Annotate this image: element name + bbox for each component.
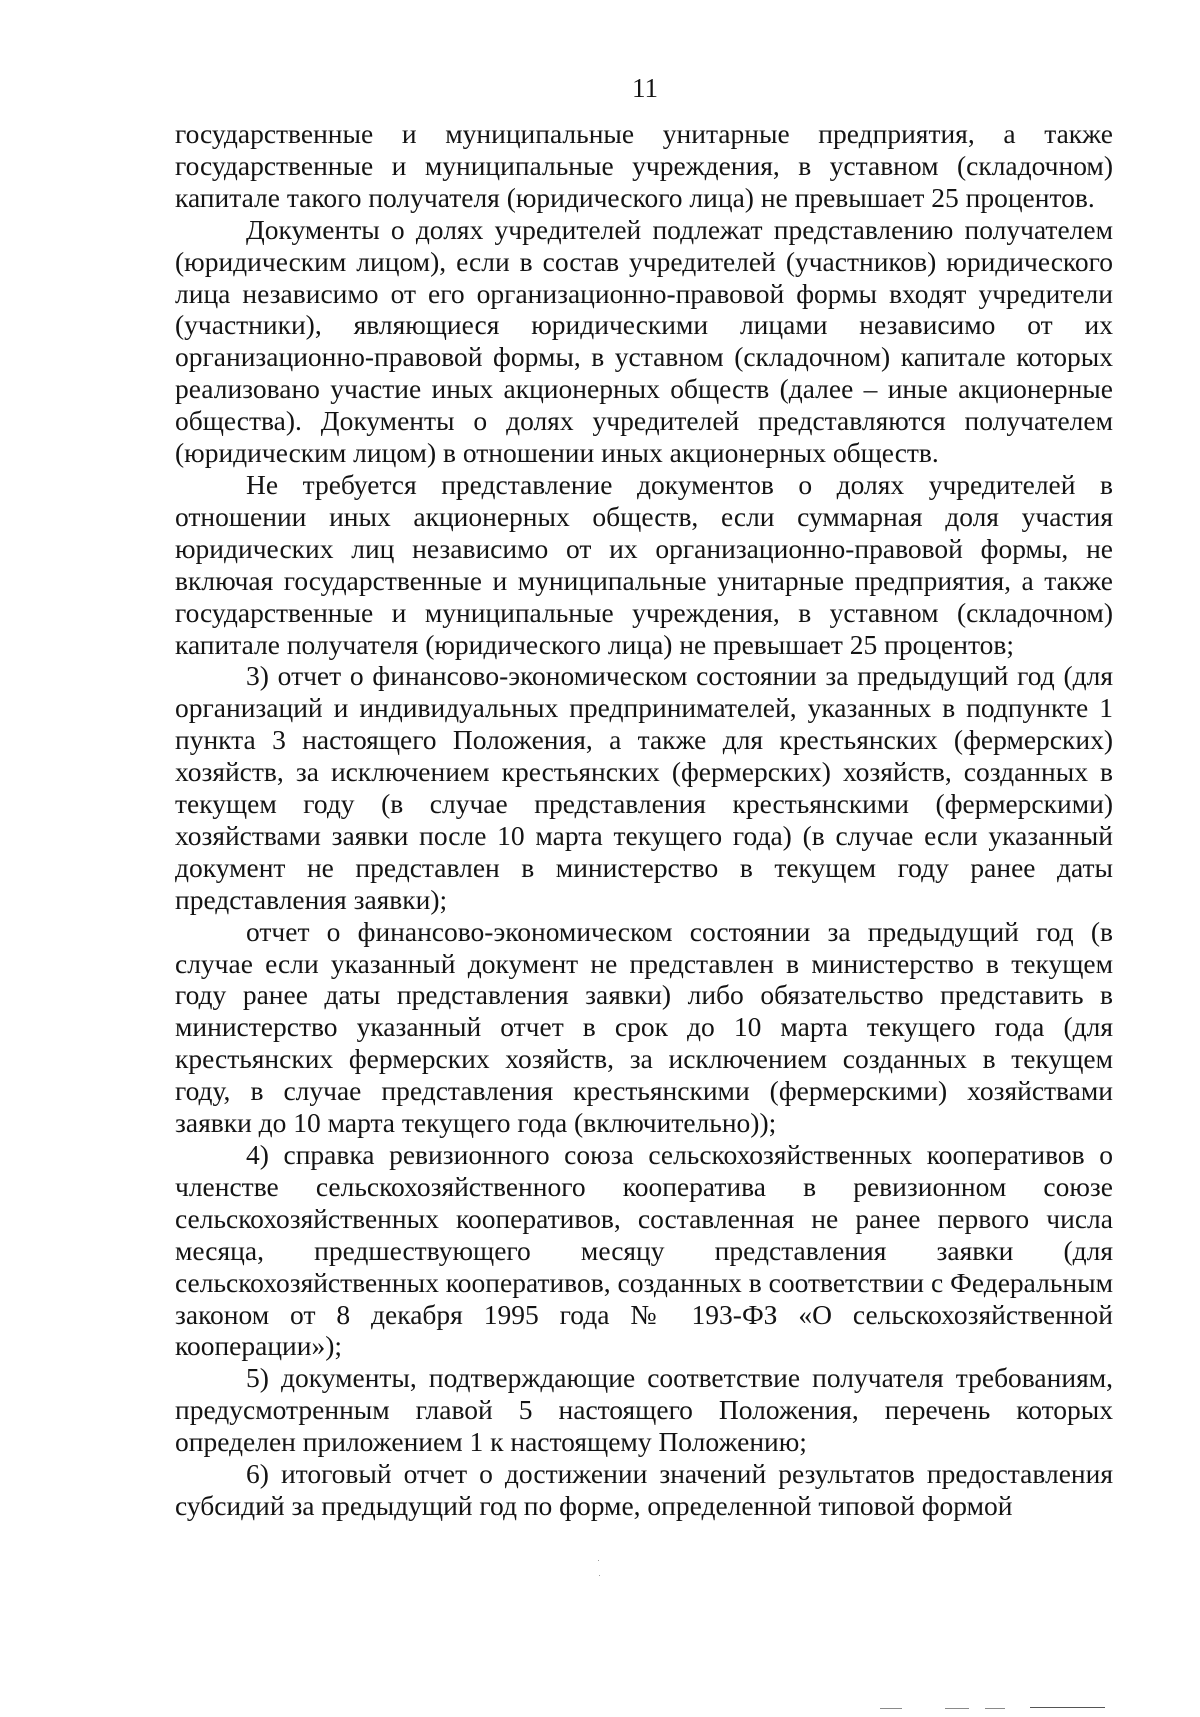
paragraph-item-4: 4) справка ревизионного союза сельскохозяйственных кооперативов о членстве сельскохозяйственного кооператива в ревизионном союзе сельскохозяйственных кооперативов, составленная не ранее первого числа месяца, предшествующего месяцу представления заявки (для сельскохозяйственных кооперативов, созданных в соответствии с Федеральным законом от 8 декабря 1995 года № 193-ФЗ «О сельскохозяйственной кооперации»); <box>175 1139 1113 1362</box>
paragraph-item-3-report: отчет о финансово-экономическом состоянии за предыдущий год (в случае если указанный документ не представлен в министерство в текущем году ранее даты представления заявки) либо обязательство представить в министерство указанный отчет в срок до 10 марта текущего года (для крестьянских фермерских хозяйств, за исключением созданных в текущем году, в случае представления крестьянскими (фермерскими) хозяйствами заявки до 10 марта текущего года (включительно)); <box>175 915 1113 1139</box>
paragraph-item-6: 6) итоговый отчет о достижении значений результатов предоставления субсидий за предыдущий год по форме, определенной типовой формой <box>175 1458 1113 1521</box>
scan-artifact <box>598 1560 599 1561</box>
scan-artifact <box>1030 1707 1105 1708</box>
paragraph-item-3: 3) отчет о финансово-экономическом состоянии за предыдущий год (для организаций и индивидуальных предпринимателей, указанных в подпункте 1 пункта 3 настоящего Положения, а также для крестьянских (фермерских) хозяйств, за исключением крестьянских (фермерских) хозяйств, созданных в текущем году (в случае представления крестьянскими (фермерскими) хозяйствами заявки после 10 марта текущего года) (в случае если указанный документ не представлен в министерство в текущем году ранее даты представления заявки); <box>175 660 1113 915</box>
scan-artifact <box>599 1575 600 1576</box>
scan-artifact <box>945 1708 969 1709</box>
scan-artifact <box>880 1708 902 1709</box>
scan-artifact <box>985 1708 1005 1709</box>
page-number: 11 <box>632 73 658 103</box>
document-body <box>175 118 1113 1522</box>
paragraph-not-required: Не требуется представление документов о долях учредителей в отношении иных акционерных обществ, если суммарная доля участия юридических лиц независимо от их организационно-правовой формы, не включая государственные и муниципальные унитарные предприятия, а также государственные и муниципальные учреждения, в уставном (складочном) капитале получателя (юридического лица) не превышает 25 процентов; <box>175 468 1113 660</box>
paragraph-founders-documents: Документы о долях учредителей подлежат представлению получателем (юридическим лицом), если в состав учредителей (участников) юридического лица независимо от его организационно-правовой формы входят учредители (участники), являющиеся юридическими лицами независимо от их организационно-правовой формы, в уставном (складочном) капитале которых реализовано участие иных акционерных обществ (далее – иные акционерные общества). Документы о долях учредителей представляются получателем (юридическим лицом) в отношении иных акционерных обществ. <box>175 213 1113 469</box>
paragraph-continuation: государственные и муниципальные унитарные предприятия, а также государственные и муниципальные учреждения, в уставном (складочном) капитале такого получателя (юридического лица) не превышает 25 процентов. <box>175 118 1113 213</box>
paragraph-item-5: 5) документы, подтверждающие соответствие получателя требованиям, предусмотренным главой 5 настоящего Положения, перечень которых определен приложением 1 к настоящему Положению; <box>175 1362 1113 1458</box>
